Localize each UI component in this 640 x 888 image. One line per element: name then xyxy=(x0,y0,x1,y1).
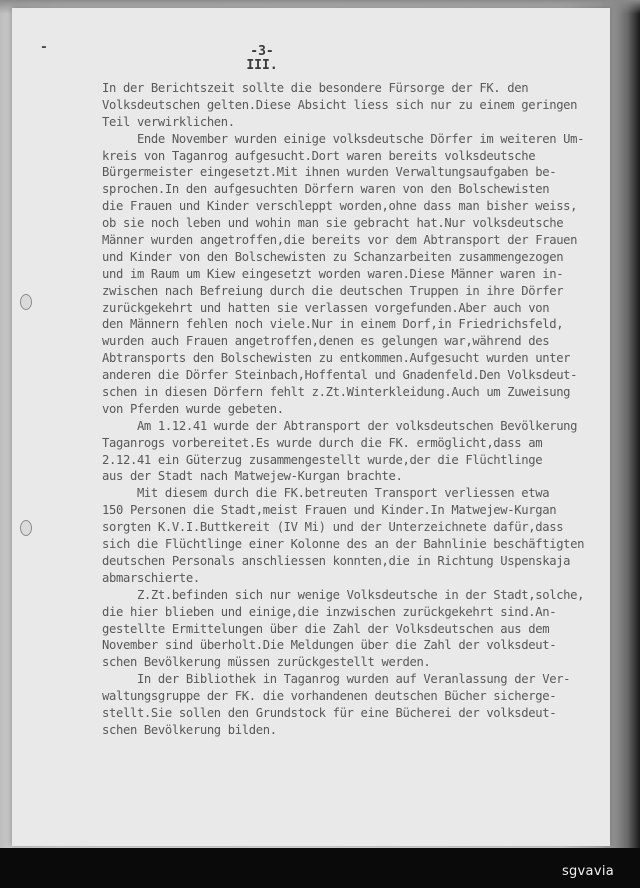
text-line: Bürgermeister eingesetzt.Mit ihnen wurden Verwaltungsaufgaben be- xyxy=(102,165,557,180)
text-line: Männer wurden angetroffen,die bereits vor dem Abtransport der Frauen xyxy=(102,233,578,248)
text-line: November sind überholt.Die Meldungen über die Zahl der volksdeut- xyxy=(102,638,557,653)
text-line: von Pferden wurde gebeten. xyxy=(102,401,284,416)
text-line: schen in diesen Dörfern fehlt z.Zt.Winterkleidung.Auch um Zuweisung xyxy=(102,385,571,400)
text-line: die Frauen und Kinder verschleppt worden,ohne dass man bisher weiss, xyxy=(102,199,578,214)
text-line: und Kinder von den Bolschewisten zu Schanzarbeiten zusammengezogen xyxy=(102,249,564,264)
text-line: 2.12.41 ein Güterzug zusammengestellt wurde,der die Flüchtlinge xyxy=(102,452,543,467)
text-line: zurückgekehrt und hatten sie verlassen vorgefunden.Aber auch von xyxy=(102,300,550,315)
text-line: 150 Personen die Stadt,meist Frauen und Kinder.In Matwejew-Kurgan xyxy=(102,503,557,518)
text-line: sprochen.In den aufgesuchten Dörfern waren von den Bolschewisten xyxy=(102,182,550,197)
punch-hole-icon xyxy=(20,520,32,536)
text-line: Mit diesem durch die FK.betreuten Transport verliessen etwa xyxy=(102,486,550,501)
text-line: aus der Stadt nach Matwejew-Kurgan brachte. xyxy=(102,469,403,484)
text-line: In der Berichtszeit sollte die besondere Fürsorge der FK. den xyxy=(102,81,529,95)
bottom-film-band xyxy=(0,848,640,888)
text-line: Taganrogs vorbereitet.Es wurde durch die FK. ermöglicht,dass am xyxy=(102,435,543,450)
text-line: Teil verwirklichen. xyxy=(102,114,235,129)
text-line: Am 1.12.41 wurde der Abtransport der volksdeutschen Bevölkerung xyxy=(102,418,578,433)
text-line: schen Bevölkerung müssen zurückgestellt werden. xyxy=(102,655,431,670)
typewritten-body xyxy=(102,80,585,739)
text-line: Abtransports den Bolschewisten zu entkommen.Aufgesucht wurden unter xyxy=(102,351,571,366)
text-line: die hier blieben und einige,die inzwischen zurückgekehrt sind.An- xyxy=(102,604,557,619)
section-heading: III. xyxy=(246,58,278,73)
text-line: stellt.Sie sollen den Grundstock für eine Bücherei der volksdeut- xyxy=(102,705,557,720)
text-line: schen Bevölkerung bilden. xyxy=(102,722,277,737)
text-line: sorgten K.V.I.Buttkereit (IV Mi) und der Unterzeichnete dafür,dass xyxy=(102,520,564,535)
text-line: Volksdeutschen gelten.Diese Absicht liess sich nur zu einem geringen xyxy=(102,97,578,112)
text-line: kreis von Taganrog aufgesucht.Dort waren bereits volksdeutsche xyxy=(102,148,536,163)
text-line: wurden auch Frauen angetroffen,denen es gelungen war,während des xyxy=(102,334,550,349)
text-line: deutschen Personals anschliessen konnten,die in Richtung Uspenskaja xyxy=(102,553,571,568)
text-line: waltungsgruppe der FK. die vorhandenen deutschen Bücher sicherge- xyxy=(102,689,557,704)
text-line: In der Bibliothek in Taganrog wurden auf Veranlassung der Ver- xyxy=(102,672,571,687)
text-line: und im Raum um Kiew eingesetzt worden waren.Diese Männer waren in- xyxy=(102,266,564,281)
text-line: sich die Flüchtlinge einer Kolonne des an der Bahnlinie beschäftigten xyxy=(102,537,585,552)
text-line: zwischen nach Befreiung durch die deutschen Truppen in ihre Dörfer xyxy=(102,283,564,298)
text-line: Z.Zt.befinden sich nur wenige Volksdeutsche in der Stadt,solche, xyxy=(102,587,585,602)
text-line: gestellte Ermittelungen über die Zahl der Volksdeutschen aus dem xyxy=(102,621,550,636)
text-line: den Männern fehlen noch viele.Nur in einem Dorf,in Friedrichsfeld, xyxy=(102,317,564,332)
punch-hole-icon xyxy=(20,294,32,310)
corner-mark: - xyxy=(40,40,48,55)
watermark-text: sgvavia xyxy=(561,864,614,879)
text-line: anderen die Dörfer Steinbach,Hoffental und Gnadenfeld.Den Volksdeut- xyxy=(102,368,578,383)
page-number: -3- xyxy=(250,44,274,59)
text-line: ob sie noch leben und wohin man sie gebracht hat.Nur volksdeutsche xyxy=(102,216,564,231)
text-line: Ende November wurden einige volksdeutsche Dörfer im weiteren Um- xyxy=(102,131,585,146)
text-line: abmarschierte. xyxy=(102,570,200,585)
